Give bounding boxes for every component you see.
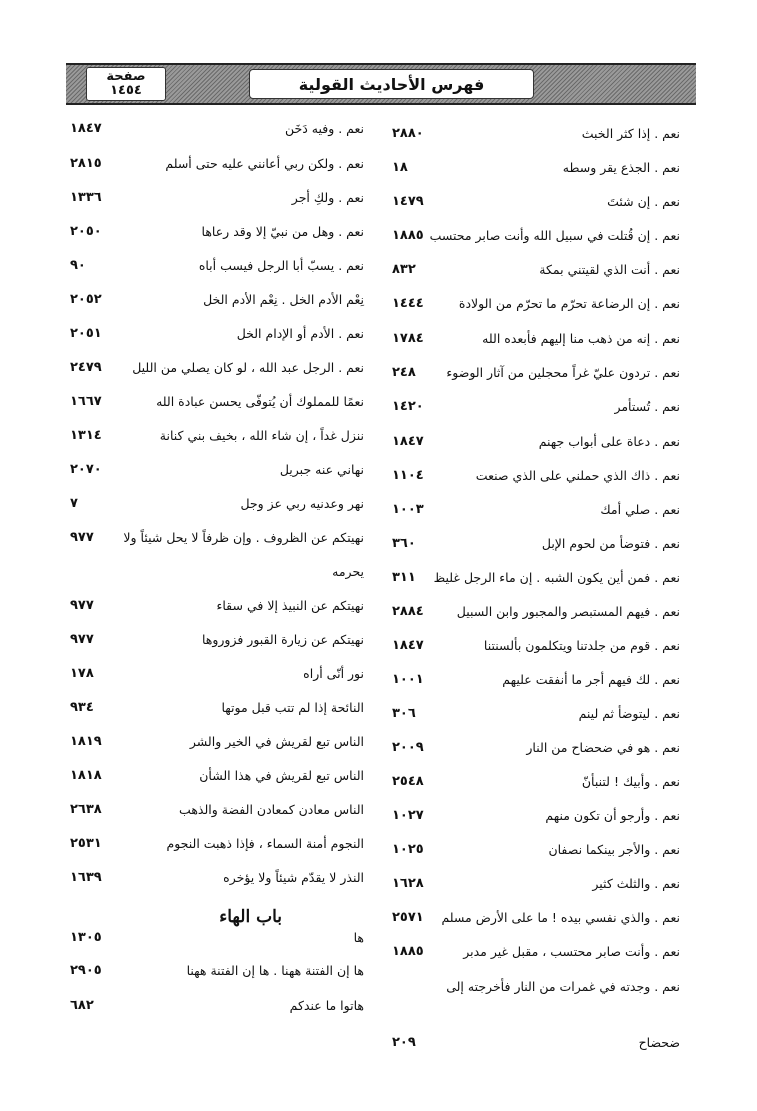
left-column-entry bbox=[66, 322, 366, 346]
right-column-entry-page: ١٨٤٧ bbox=[392, 434, 424, 449]
header-title: فهرس الأحاديث القولية bbox=[298, 74, 485, 94]
right-column-entry-text: نعم . إن قُتلت في سبيل الله وأنت صابر محتسب bbox=[429, 228, 680, 243]
right-column-entry-page: ١٨٤٧ bbox=[392, 638, 424, 653]
left-column-entry bbox=[66, 526, 366, 550]
right-column-entry bbox=[380, 566, 680, 590]
right-column-entry-text: ضحضاح bbox=[638, 1035, 680, 1050]
left-column-entry bbox=[66, 994, 366, 1018]
left-column-entry bbox=[66, 730, 366, 754]
left-column-entry-page: ١٨٤٧ bbox=[70, 121, 102, 136]
right-column-entry-page: ٢٠٠٩ bbox=[392, 740, 424, 755]
right-column-entry-text: نعم . إن الرضاعة تحرّم ما تحرّم من الولادة bbox=[458, 296, 680, 311]
header-page-number: ١٤٥٤ bbox=[110, 83, 142, 98]
right-column-entry-page: ١٤٤٤ bbox=[392, 296, 424, 311]
left-column-entry bbox=[66, 117, 366, 141]
right-column-entry-page: ١٦٢٨ bbox=[392, 876, 424, 891]
left-column-entry-text: نعمًا للمملوك أن يُتوفّى يحسن عبادة الله bbox=[156, 394, 364, 409]
left-column-entry-text: نهيتكم عن النبيذ إلا في سقاء bbox=[216, 598, 364, 613]
left-column-entry bbox=[66, 458, 366, 482]
left-column-entry-page: ١٣٣٦ bbox=[70, 190, 102, 205]
right-column-entry-page: ٣١١ bbox=[392, 570, 416, 585]
left-column-entry-page: ٩٣٤ bbox=[70, 700, 94, 715]
right-column-entry bbox=[380, 872, 680, 896]
right-column-entry bbox=[380, 1031, 680, 1055]
left-column-entry-text: ننزل غداً ، إن شاء الله ، بخيف بني كنانة bbox=[159, 428, 364, 443]
left-column-entry-page: ٢٠٥٠ bbox=[70, 224, 102, 239]
left-column-entry-text: النجوم أمنة السماء ، فإذا ذهبت النجوم bbox=[166, 836, 364, 851]
right-column-entry bbox=[380, 224, 680, 248]
left-column-entry-text: هاتوا ما عندكم bbox=[289, 998, 364, 1013]
left-column-entry-page: ٢٠٥١ bbox=[70, 326, 102, 341]
right-column-entry bbox=[380, 906, 680, 930]
right-column-entry-text: نعم . إن شئتَ bbox=[607, 194, 680, 209]
right-column-entry bbox=[380, 464, 680, 488]
left-column-entry-text: نعم . ولكن ربي أعانني عليه حتى أسلم bbox=[165, 156, 364, 171]
right-column-entry-page: ١٨ bbox=[392, 160, 408, 175]
right-column-entry bbox=[380, 190, 680, 214]
left-column-entry bbox=[66, 594, 366, 618]
left-column-entry-text: نهاني عنه جبريل bbox=[279, 462, 364, 477]
left-column-entry-text: نعم . وهل من نبيّ إلا وقد رعاها bbox=[201, 224, 364, 239]
right-column-entry-text: نعم . قوم من جلدتنا ويتكلمون بألسنتنا bbox=[483, 638, 680, 653]
left-column-entry-page: ٢٦٣٨ bbox=[70, 802, 102, 817]
left-column-entry bbox=[66, 926, 366, 950]
right-column-entry bbox=[380, 975, 680, 999]
right-column-entry bbox=[380, 361, 680, 385]
right-column-entry-text: نعم . والأجر بينكما نصفان bbox=[548, 842, 680, 857]
right-column-entry-page: ١٧٨٤ bbox=[392, 331, 424, 346]
left-column-entry bbox=[66, 560, 366, 584]
left-column-entry-page: ٢٠٥٢ bbox=[70, 292, 102, 307]
right-column-entry-page: ١٠٠٣ bbox=[392, 502, 424, 517]
right-column-entry bbox=[380, 940, 680, 964]
right-column-entry-text: نعم . إذا كثر الخبث bbox=[581, 126, 680, 141]
right-column-entry bbox=[380, 327, 680, 351]
left-column-entry-text: الناس معادن كمعادن الفضة والذهب bbox=[179, 802, 364, 817]
right-column-entry-text: نعم . الجذع يقر وسطه bbox=[562, 160, 680, 175]
right-column-entry-text: نعم . ليتوضأ ثم لينم bbox=[578, 706, 680, 721]
right-column-entry bbox=[380, 736, 680, 760]
left-column-entry-text: نعم . وفيه دَخَن bbox=[284, 121, 364, 136]
right-column-entry-text: نعم . وجدته في غمرات من النار فأخرجته إلى bbox=[446, 979, 680, 994]
left-column-entry bbox=[66, 220, 366, 244]
right-column-entry bbox=[380, 600, 680, 624]
left-column-entry bbox=[66, 798, 366, 822]
left-column-entry-text: ها إن الفتنة ههنا . ها إن الفتنة ههنا bbox=[186, 963, 364, 978]
left-column-entry bbox=[66, 492, 366, 516]
right-column-entry-page: ٢٤٨ bbox=[392, 365, 416, 380]
left-column-entry-text: نعم . الرجل عبد الله ، لو كان يصلي من الليل bbox=[132, 360, 364, 375]
right-column-entry bbox=[380, 498, 680, 522]
right-column-entry-page: ٣٠٦ bbox=[392, 706, 416, 721]
right-column-entry-text: نعم . ذاك الذي حملني على الذي صنعت bbox=[475, 468, 680, 483]
page-header bbox=[66, 63, 696, 105]
left-column-entry-text: نِعْم الأدم الخل . نِعْم الأدم الخل bbox=[203, 292, 364, 307]
right-column-entry-text: نعم . فتوضأ من لحوم الإبل bbox=[541, 536, 680, 551]
right-column-entry-text: نعم . تردون عليّ غراً محجلين من آثار الوضوء bbox=[446, 365, 680, 380]
right-column-entry-page: ٣٦٠ bbox=[392, 536, 416, 551]
right-column-entry-page: ١٠٠١ bbox=[392, 672, 424, 687]
left-column-entry bbox=[66, 832, 366, 856]
left-column-entry bbox=[66, 390, 366, 414]
right-column-entry bbox=[380, 532, 680, 556]
header-page-label: صفحة bbox=[106, 69, 146, 84]
left-column-entry-page: ١٧٨ bbox=[70, 666, 94, 681]
right-column-entry bbox=[380, 395, 680, 419]
right-column-entry-text: نعم . إنه من ذهب منا إليهم فأبعده الله bbox=[482, 331, 680, 346]
right-column-entry bbox=[380, 804, 680, 828]
right-column-entry-text: نعم . والثلث كثير bbox=[592, 876, 680, 891]
left-column-entry bbox=[66, 866, 366, 890]
right-column-entry-text: نعم . لك فيهم أجر ما أنفقت عليهم bbox=[502, 672, 680, 687]
right-column-entry-text: نعم . والذي نفسي بيده ! ما على الأرض مسلم bbox=[441, 910, 680, 925]
right-column-entry bbox=[380, 292, 680, 316]
left-column-entry-page: ٢٨١٥ bbox=[70, 156, 102, 171]
right-column-entry-page: ٢٥٤٨ bbox=[392, 774, 424, 789]
left-column-entry bbox=[66, 254, 366, 278]
right-column-entry-page: ١٠٢٥ bbox=[392, 842, 424, 857]
left-column-entry-text: النائحة إذا لم تتب قبل موتها bbox=[221, 700, 364, 715]
header-page-box bbox=[86, 67, 166, 101]
right-column-entry bbox=[380, 156, 680, 180]
right-column-entry-text: نعم . فمن أين يكون الشبه . إن ماء الرجل غليظ bbox=[433, 570, 680, 585]
left-column-entry-text: نعم . يسبّ أبا الرجل فيسب أباه bbox=[198, 258, 364, 273]
right-column-entry-text: نعم . وأنت صابر محتسب ، مقبل غير مدبر bbox=[463, 944, 680, 959]
left-column-entry bbox=[66, 186, 366, 210]
left-column-entry-text: النذر لا يقدّم شيئاً ولا يؤخره bbox=[223, 870, 364, 885]
right-column-entry-text: نعم . فيهم المستبصر والمجبور وابن السبيل bbox=[456, 604, 680, 619]
right-column-entry bbox=[380, 770, 680, 794]
right-column-entry bbox=[380, 634, 680, 658]
right-column-entry-page: ١٤٧٩ bbox=[392, 194, 424, 209]
left-column-entry-page: ١٣١٤ bbox=[70, 428, 102, 443]
left-column-entry-text: نور أنّى أراه bbox=[303, 666, 364, 681]
left-column-entry bbox=[66, 628, 366, 652]
left-column-entry-page: ٩٧٧ bbox=[70, 598, 94, 613]
right-column-entry bbox=[380, 838, 680, 862]
right-column-entry-text: نعم . دعاة على أبواب جهنم bbox=[538, 434, 680, 449]
left-column-entry-text: الناس تبع لقريش في الخير والشر bbox=[189, 734, 364, 749]
left-column-entry-page: ٩٧٧ bbox=[70, 530, 94, 545]
right-column-entry-page: ١٤٢٠ bbox=[392, 399, 424, 414]
right-column-entry-page: ٢٨٨٤ bbox=[392, 604, 424, 619]
left-column-entry-text: نعم . ولكِ أجر bbox=[291, 190, 364, 205]
right-column-entry-text: نعم . هو في ضحضاح من النار bbox=[526, 740, 680, 755]
left-column-entry bbox=[66, 288, 366, 312]
left-column-entry-text: ها bbox=[353, 930, 364, 945]
left-column-entry-text: نهيتكم عن زيارة القبور فزوروها bbox=[201, 632, 364, 647]
left-column-entry-page: ٩٧٧ bbox=[70, 632, 94, 647]
left-column-entry-page: ١٦٦٧ bbox=[70, 394, 102, 409]
header-title-box bbox=[249, 69, 534, 99]
right-column-entry bbox=[380, 702, 680, 726]
left-column-entry bbox=[66, 356, 366, 380]
right-column-entry bbox=[380, 122, 680, 146]
right-column-entry-page: ١٨٨٥ bbox=[392, 228, 424, 243]
right-column-entry-page: ١١٠٤ bbox=[392, 468, 424, 483]
right-column-entry-text: نعم . وأبيك ! لتنبأنّ bbox=[581, 774, 680, 789]
left-column-entry-page: ١٨١٨ bbox=[70, 768, 102, 783]
left-column-entry bbox=[66, 662, 366, 686]
right-column-entry-page: ٨٣٢ bbox=[392, 262, 416, 277]
left-column-entry-page: ٢٤٧٩ bbox=[70, 360, 102, 375]
right-column-entry-page: ٢٠٩ bbox=[392, 1035, 416, 1050]
left-column-entry-text: نعم . الأدم أو الإدام الخل bbox=[236, 326, 364, 341]
right-column-entry-text: نعم . وأرجو أن تكون منهم bbox=[545, 808, 680, 823]
left-column-entry-page: ١٣٠٥ bbox=[70, 930, 102, 945]
left-column-entry-page: ٧ bbox=[70, 496, 78, 511]
section-heading: باب الهاء bbox=[219, 907, 282, 927]
right-column-entry bbox=[380, 430, 680, 454]
left-column-entry-text: نهيتكم عن الظروف . وإن ظرفاً لا يحل شيئاً ولا bbox=[123, 530, 364, 545]
right-column-entry-text: نعم . أنت الذي لقيتني بمكة bbox=[539, 262, 680, 277]
left-column-entry bbox=[66, 424, 366, 448]
left-column-entry-page: ٩٠ bbox=[70, 258, 86, 273]
right-column-entry bbox=[380, 668, 680, 692]
right-column-entry-page: ٢٥٧١ bbox=[392, 910, 424, 925]
left-column-entry-text: يحرمه bbox=[332, 564, 364, 579]
left-column-entry bbox=[66, 959, 366, 983]
left-column-entry-text: نهر وعدنيه ربي عز وجل bbox=[240, 496, 364, 511]
right-column-entry-page: ١٠٢٧ bbox=[392, 808, 424, 823]
left-column-entry-page: ١٨١٩ bbox=[70, 734, 102, 749]
left-column-entry-page: ٢٩٠٥ bbox=[70, 963, 102, 978]
right-column-entry-page: ٢٨٨٠ bbox=[392, 126, 424, 141]
left-column-entry bbox=[66, 696, 366, 720]
right-column-entry-page: ١٨٨٥ bbox=[392, 944, 424, 959]
left-column-entry-page: ٢٥٣١ bbox=[70, 836, 102, 851]
left-column-entry-page: ١٦٣٩ bbox=[70, 870, 102, 885]
left-column-entry-text: الناس تبع لقريش في هذا الشأن bbox=[199, 768, 364, 783]
left-column-entry-page: ٦٨٢ bbox=[70, 998, 94, 1013]
left-column-entry bbox=[66, 764, 366, 788]
left-column-entry bbox=[66, 152, 366, 176]
left-column-entry-page: ٢٠٧٠ bbox=[70, 462, 102, 477]
right-column-entry bbox=[380, 258, 680, 282]
right-column-entry-text: نعم . تُستأمر bbox=[614, 399, 680, 414]
right-column-entry-text: نعم . صلي أمك bbox=[600, 502, 680, 517]
